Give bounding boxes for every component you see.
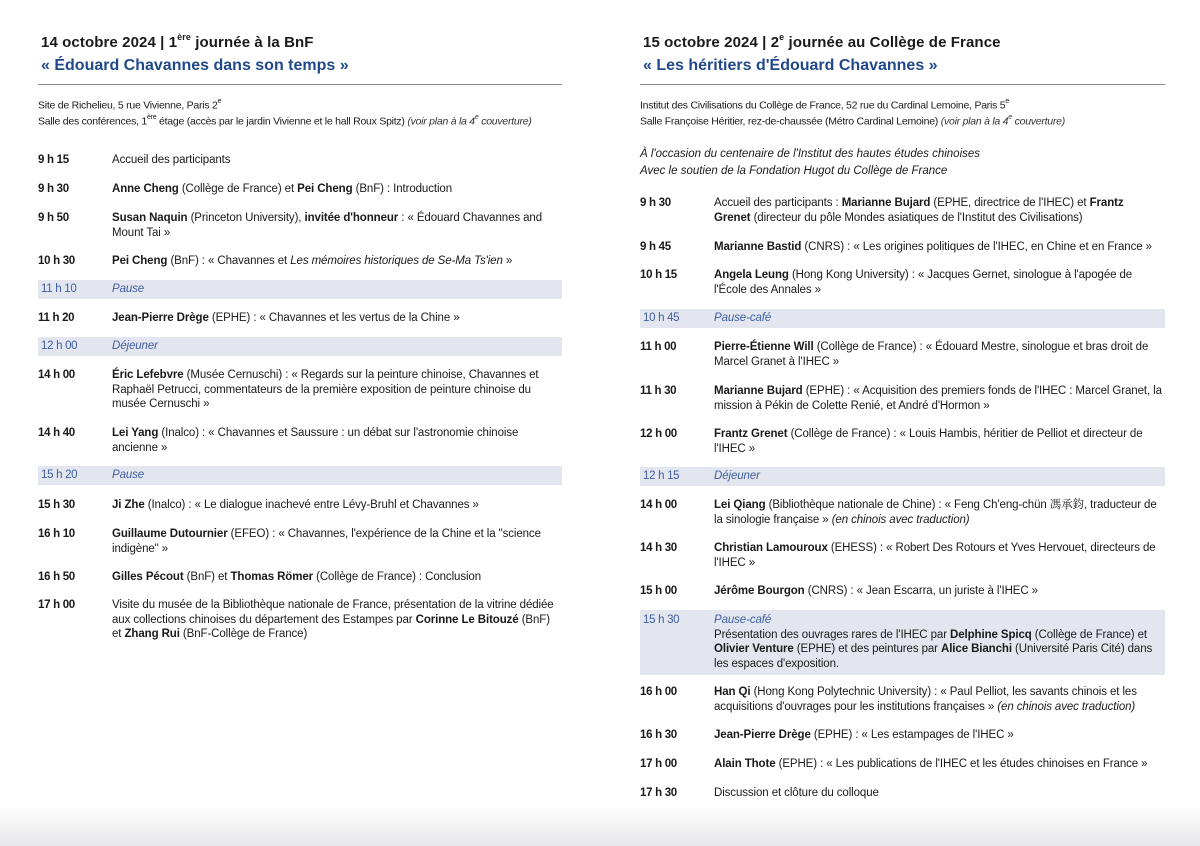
day1-venue-address: Site de Richelieu, 5 rue Vivienne, Paris 2e bbox=[38, 98, 222, 112]
break-row: 12 h 15 Déjeuner bbox=[640, 467, 1165, 486]
day2-title: « Les héritiers d'Édouard Chavannes » bbox=[643, 57, 938, 74]
day1-title: « Édouard Chavannes dans son temps » bbox=[41, 57, 349, 74]
day1-divider bbox=[38, 84, 562, 85]
break-row: 15 h 30 Pause-café Présentation des ouvrages rares de l'IHEC par Delphine Spicq (Collège de France) et Olivier Venture (EPHE) et des peintures par Alice Bianchi (Université Paris Cité) dans les espaces d'exposition. bbox=[640, 610, 1165, 675]
day1-venue-room: Salle des conférences, 1ère étage (accès par le jardin Vivienne et le hall Roux Spitz) (voir plan à la 4e couverture) bbox=[38, 114, 532, 128]
day2-date-heading: 15 octobre 2024 | 2e journée au Collège de France bbox=[643, 32, 1001, 51]
day1-date-heading: 14 octobre 2024 | 1ère journée à la BnF bbox=[41, 32, 314, 51]
page-bottom-shadow bbox=[0, 806, 1200, 846]
break-row: 11 h 10 Pause bbox=[38, 280, 562, 299]
break-row: 12 h 00 Déjeuner bbox=[38, 337, 562, 356]
day2-divider bbox=[640, 84, 1165, 85]
day2-venue-address: Institut des Civilisations du Collège de France, 52 rue du Cardinal Lemoine, Paris 5e bbox=[640, 98, 1010, 112]
centenary-note: À l'occasion du centenaire de l'Institut des hautes études chinoises bbox=[640, 148, 981, 160]
break-row: 10 h 45 Pause-café bbox=[640, 309, 1165, 328]
break-row: 15 h 20 Pause bbox=[38, 466, 562, 485]
sponsor-note: Avec le soutien de la Fondation Hugot du Collège de France bbox=[640, 165, 948, 177]
day2-venue-room: Salle Françoise Héritier, rez-de-chaussée (Métro Cardinal Lemoine) (voir plan à la 4e couverture) bbox=[640, 114, 1065, 128]
